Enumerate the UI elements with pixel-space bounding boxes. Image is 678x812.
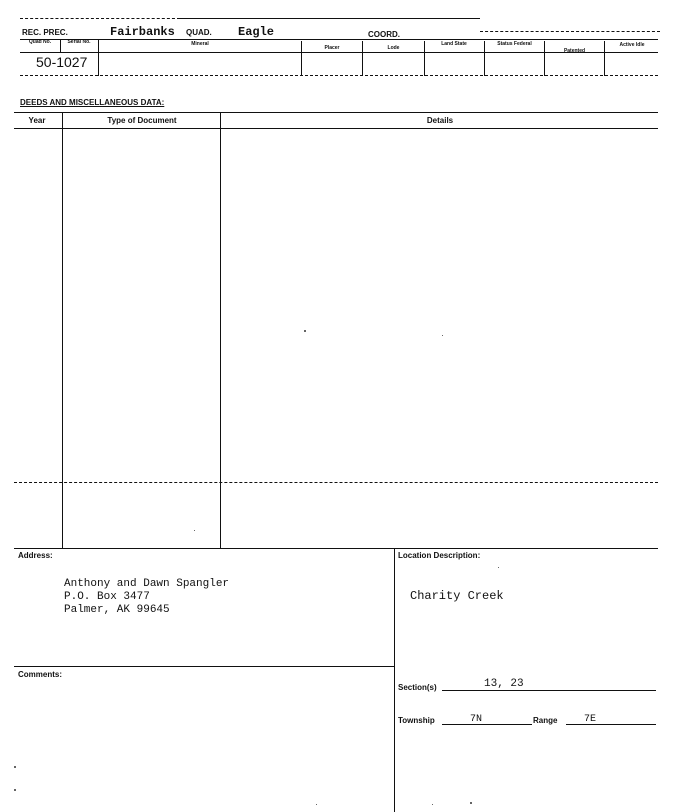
quad-value: Eagle [238, 25, 275, 39]
address-label: Address: [18, 551, 53, 560]
location-label: Location Description: [398, 551, 481, 560]
col-active-idle: Active Idle [619, 42, 645, 48]
col-patented: Patented [563, 48, 586, 54]
address-line-2: P.O. Box 3477 [64, 591, 150, 603]
col-type-of-document: Type of Document [107, 116, 177, 125]
quad-label: QUAD. [186, 28, 212, 37]
col-placer: Placer [324, 45, 340, 51]
range-value: 7E [584, 714, 597, 725]
col-quad-no: Quad No. [28, 39, 52, 45]
quad-serial-value: 50-1027 [36, 54, 88, 70]
sections-label: Section(s) [398, 683, 437, 692]
bottom-divider [394, 548, 395, 812]
township-value: 7N [470, 714, 483, 725]
deeds-title: DEEDS AND MISCELLANEOUS DATA: [20, 98, 165, 107]
comments-label: Comments: [18, 670, 63, 679]
address-line-3: Palmer, AK 99645 [64, 604, 170, 616]
range-label: Range [533, 716, 558, 725]
col-land-state: Land State [441, 41, 467, 47]
col-details: Details [426, 116, 454, 125]
rec-prec-value: Fairbanks [110, 25, 175, 39]
rec-prec-label: REC. PREC. [22, 28, 68, 37]
township-label: Township [398, 716, 435, 725]
sections-value: 13, 23 [484, 678, 524, 690]
col-mineral: Mineral [191, 41, 209, 47]
col-status-federal: Status Federal [497, 41, 532, 47]
col-lode: Lode [387, 45, 400, 51]
address-line-1: Anthony and Dawn Spangler [64, 578, 230, 590]
location-value: Charity Creek [410, 589, 504, 603]
col-year: Year [28, 116, 46, 125]
coord-label: COORD. [368, 30, 400, 39]
col-serial-no: Serial No. [67, 39, 91, 45]
